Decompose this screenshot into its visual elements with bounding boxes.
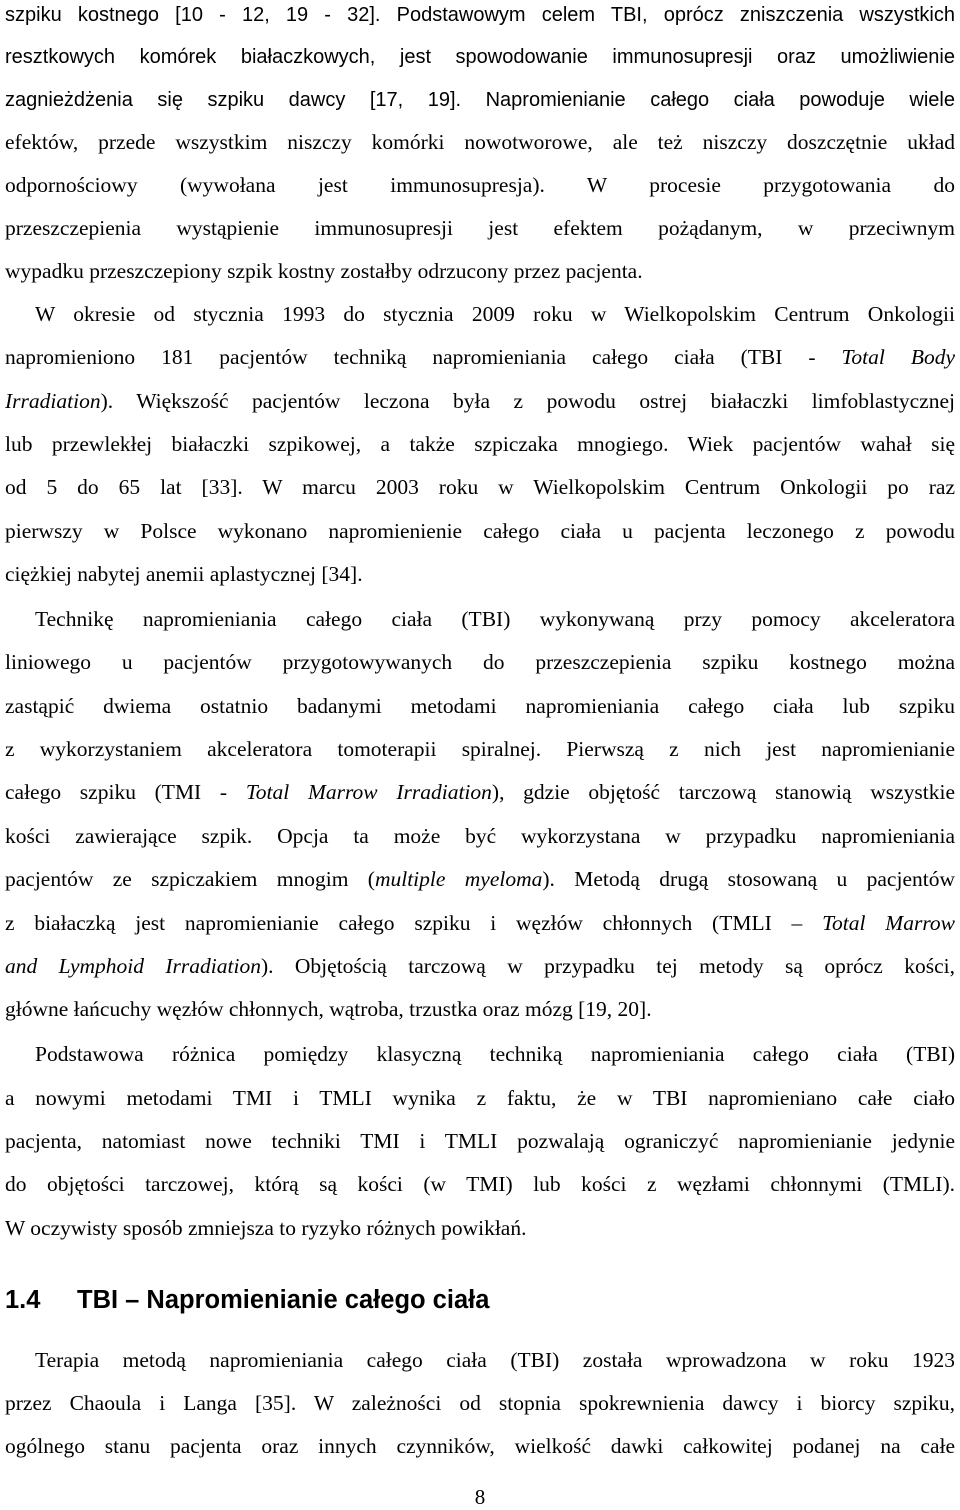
section-title: TBI – Napromienianie całego ciała bbox=[77, 1286, 490, 1314]
text-line: z wykorzystaniem akceleratora tomoterapii spiralnej. Pierwszą z nich jest napromienianie bbox=[5, 737, 955, 761]
text-line: główne łańcuchy węzłów chłonnych, wątroba, trzustka oraz mózg [19, 20]. bbox=[5, 997, 652, 1021]
page-number: 8 bbox=[474, 1485, 486, 1509]
text-line: przeszczepienia wystąpienie immunosupresji jest efektem pożądanym, w przeciwnym bbox=[5, 216, 955, 240]
section-heading bbox=[5, 1283, 489, 1317]
text-line: szpiku kostnego [10 - 12, 19 - 32]. Podstawowym celem TBI, oprócz zniszczenia wszystkich bbox=[5, 4, 955, 26]
text-line: pierwszy w Polsce wykonano napromienienie całego ciała u pacjenta leczonego z powodu bbox=[5, 519, 955, 543]
text-line: ogólnego stanu pacjenta oraz innych czynników, wielkość dawki całkowitej podanej na całe bbox=[5, 1434, 955, 1458]
text-line: liniowego u pacjentów przygotowywanych do przeszczepienia szpiku kostnego można bbox=[5, 650, 955, 674]
text-line: and Lymphoid Irradiation). Objętością tarczową w przypadku tej metody są oprócz kości, bbox=[5, 954, 955, 978]
text-line: a nowymi metodami TMI i TMLI wynika z faktu, że w TBI napromieniano całe ciało bbox=[5, 1086, 955, 1110]
text-line: efektów, przede wszystkim niszczy komórki nowotworowe, ale też niszczy doszczętnie układ bbox=[5, 130, 955, 154]
text-line: Terapia metodą napromieniania całego ciała (TBI) została wprowadzona w roku 1923 bbox=[35, 1348, 955, 1372]
text-line: kości zawierające szpik. Opcja ta może być wykorzystana w przypadku napromieniania bbox=[5, 824, 955, 848]
text-line: odpornościowy (wywołana jest immunosupresja). W procesie przygotowania do bbox=[5, 173, 955, 197]
text-line: zastąpić dwiema ostatnio badanymi metodami napromieniania całego ciała lub szpiku bbox=[5, 694, 955, 718]
text-line: od 5 do 65 lat [33]. W marcu 2003 roku w Wielkopolskim Centrum Onkologii po raz bbox=[5, 475, 955, 499]
text-line: napromieniono 181 pacjentów techniką napromieniania całego ciała (TBI - Total Body bbox=[5, 345, 956, 369]
text-line: do objętości tarczowej, którą są kości (w TMI) lub kości z węzłami chłonnymi (TMLI). bbox=[5, 1172, 955, 1196]
text-line: W oczywisty sposób zmniejsza to ryzyko różnych powikłań. bbox=[5, 1216, 527, 1240]
section-number: 1.4 bbox=[5, 1286, 41, 1314]
text-line: W okresie od stycznia 1993 do stycznia 2009 roku w Wielkopolskim Centrum Onkologii bbox=[35, 302, 955, 326]
text-line: Irradiation). Większość pacjentów leczona była z powodu ostrej białaczki limfoblastycznej bbox=[5, 389, 955, 413]
text-line: resztkowych komórek białaczkowych, jest spowodowanie immunosupresji oraz umożliwienie bbox=[5, 46, 955, 68]
text-line: Technikę napromieniania całego ciała (TBI) wykonywaną przy pomocy akceleratora bbox=[35, 607, 955, 631]
text-line: lub przewlekłej białaczki szpikowej, a także szpiczaka mnogiego. Wiek pacjentów wahał się bbox=[5, 432, 955, 456]
text-line: zagnieżdżenia się szpiku dawcy [17, 19]. Napromienianie całego ciała powoduje wiele bbox=[5, 89, 955, 111]
text-line: z białaczką jest napromienianie całego szpiku i węzłów chłonnych (TMLI – Total Marrow bbox=[5, 911, 955, 935]
text-line: całego szpiku (TMI - Total Marrow Irradiation), gdzie objętość tarczową stanowią wszystkie bbox=[5, 780, 956, 804]
text-line: pacjentów ze szpiczakiem mnogim (multiple myeloma). Metodą drugą stosowaną u pacjentów bbox=[5, 867, 955, 891]
text-line: pacjenta, natomiast nowe techniki TMI i TMLI pozwalają ograniczyć napromienianie jedynie bbox=[5, 1129, 955, 1153]
text-line: wypadku przeszczepiony szpik kostny zostałby odrzucony przez pacjenta. bbox=[5, 259, 643, 283]
text-line: Podstawowa różnica pomiędzy klasyczną techniką napromieniania całego ciała (TBI) bbox=[35, 1042, 955, 1066]
text-line: ciężkiej nabytej anemii aplastycznej [34]. bbox=[5, 562, 363, 586]
text-line: przez Chaoula i Langa [35]. W zależności od stopnia spokrewnienia dawcy i biorcy szpiku, bbox=[5, 1391, 955, 1415]
